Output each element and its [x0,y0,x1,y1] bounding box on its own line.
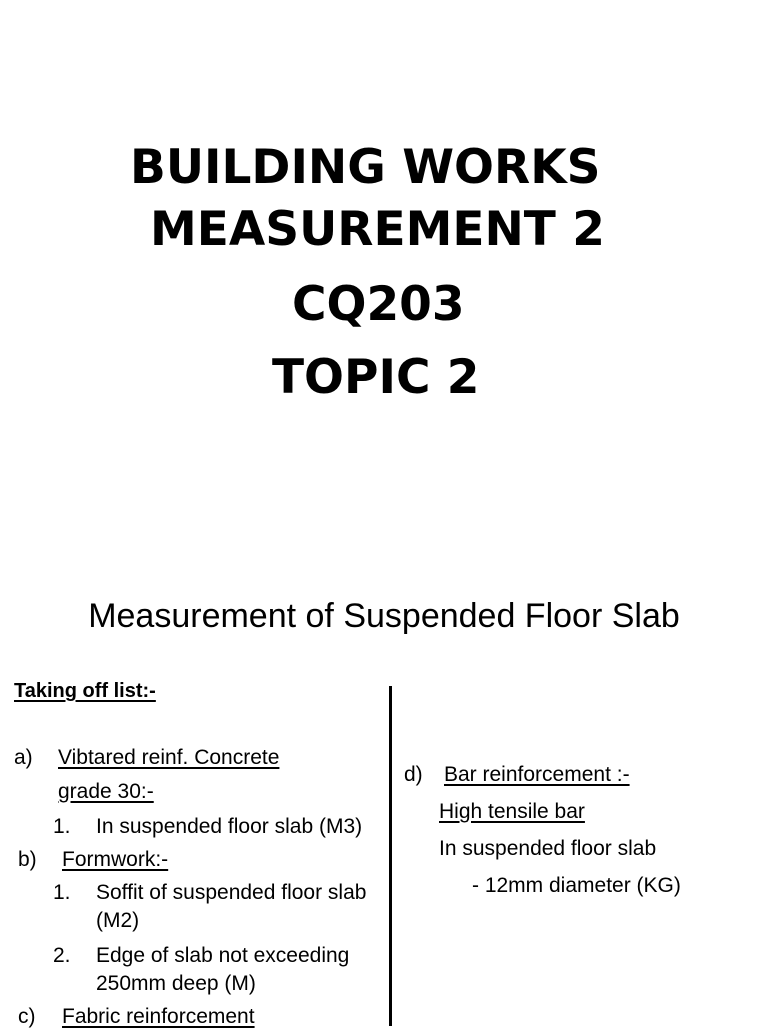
item-c-label: Fabric reinforcement [62,1005,255,1028]
item-a-sub1-text: In suspended floor slab (M3) [96,815,363,838]
item-a-marker: a) [14,746,33,769]
title-line-1: BUILDING WORKS [130,140,601,195]
item-b-sub2-marker: 2. [53,944,71,967]
item-d-heading: Bar reinforcement :- [444,763,630,786]
item-a-sub1-marker: 1. [53,815,71,838]
item-a-label-line2: grade 30:- [58,780,154,803]
item-b-marker: b) [18,848,37,871]
column-divider [389,686,392,1026]
taking-off-heading: Taking off list:- [14,680,156,702]
item-b-label: Formwork:- [62,848,169,871]
slide-title: Measurement of Suspended Floor Slab [88,597,680,635]
item-d-subheading: High tensile bar [439,800,585,823]
item-b-sub2-line2: 250mm deep (M) [96,972,256,995]
item-d-line1: In suspended floor slab [439,837,657,860]
item-b-sub1-line2: (M2) [96,909,140,932]
item-d-line2: - 12mm diameter (KG) [472,874,681,897]
item-a-label-line1: Vibtared reinf. Concrete [58,746,280,769]
item-c-marker: c) [18,1005,36,1028]
topic-label: TOPIC 2 [272,350,480,405]
item-b-sub1-line1: Soffit of suspended floor slab [96,881,367,904]
course-code: CQ203 [292,277,465,332]
item-b-sub1-marker: 1. [53,881,71,904]
item-d-marker: d) [404,763,423,786]
title-line-2: MEASUREMENT 2 [150,202,605,257]
item-b-sub2-line1: Edge of slab not exceeding [96,944,350,967]
